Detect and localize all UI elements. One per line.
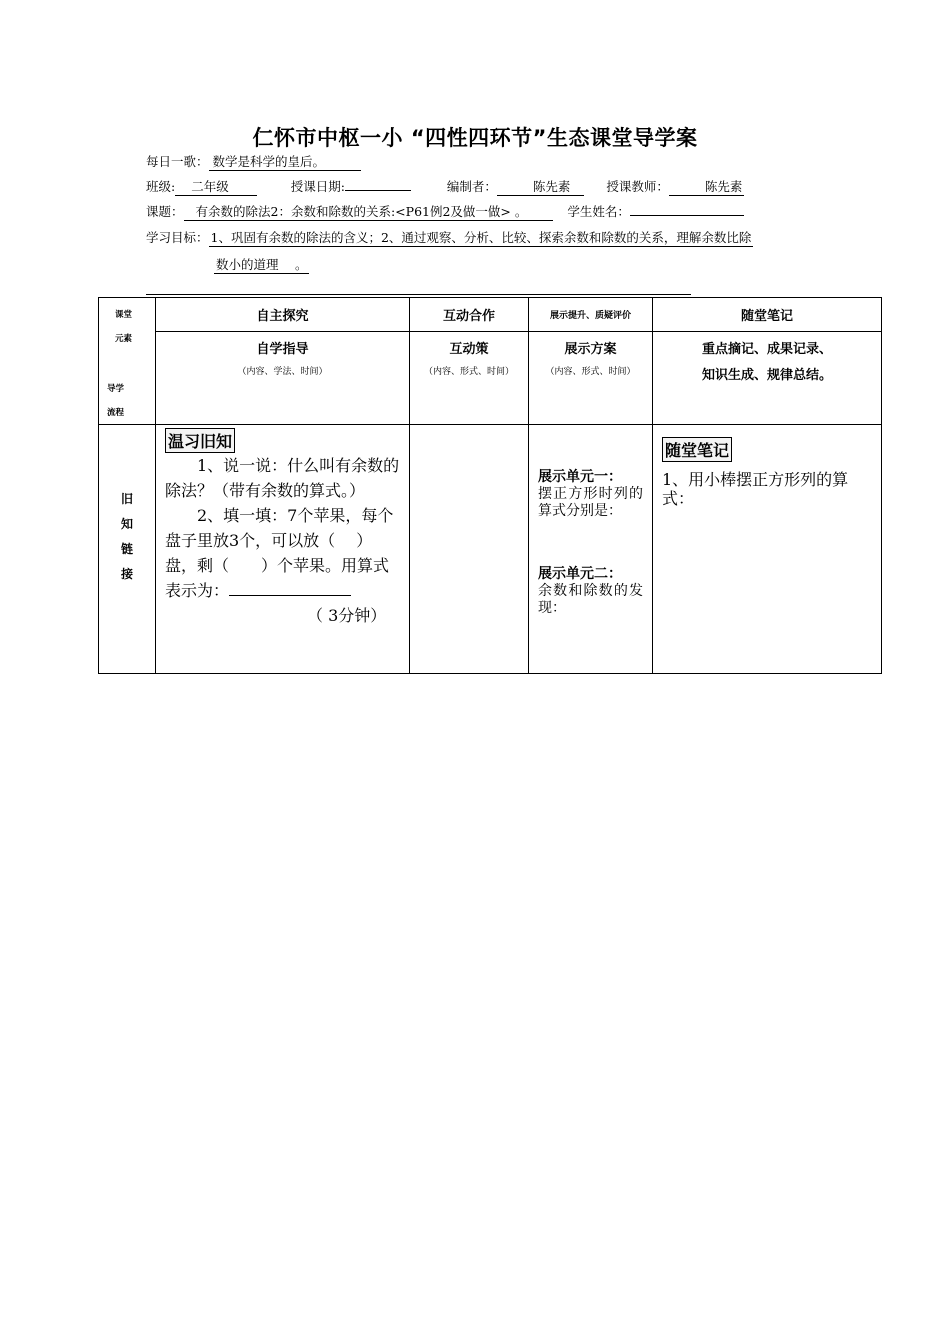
question-2 (165, 503, 401, 603)
topic-label: 课题： (146, 204, 184, 219)
daily-song-line (146, 154, 361, 171)
daily-song-value: 数学是科学的皇后。 (209, 154, 362, 171)
notes-cell (653, 425, 882, 674)
unit-1-text: 摆正方形时列的算式分别是： (538, 486, 643, 519)
unit-2-text: 余数和除数的发现： (538, 583, 643, 616)
question-1: 1、说一说：什么叫有余数的除法？（带有余数的算式。） (165, 456, 400, 500)
teacher-label: 授课教师： (606, 179, 669, 194)
guide-table (98, 297, 882, 674)
student-label: 学生姓名： (567, 204, 630, 219)
teacher-value: 陈先素 (669, 179, 745, 196)
corner-cell (99, 298, 156, 425)
topic-line (146, 204, 744, 221)
notes-text: 1、用小棒摆正方形列的算式： (662, 470, 849, 508)
subheader-notes (653, 332, 882, 425)
editor-value: 陈先素 (497, 179, 585, 196)
stage-char-2: 知 (120, 517, 133, 531)
subheader-notes-note: 知识生成、规律总结。 (701, 368, 832, 383)
question-2-text: 2、填一填：7个苹果，每个盘子里放3个，可以放（ ）盘，剩（ ）个苹果。用算式表示为： (165, 506, 394, 600)
header-cooperation: 互动合作 (410, 298, 529, 332)
page-title: 仁怀市中枢一小 “四性四环节”生态课堂导学案 (252, 126, 698, 150)
subheader-strategy (410, 332, 529, 425)
display-cell (529, 425, 653, 674)
answer-blank (229, 595, 351, 596)
goal-text-2: 数小的道理 。 (216, 257, 308, 272)
daily-song-label: 每日一歌： (146, 154, 209, 169)
class-label: 班级: (146, 179, 176, 194)
subheader-guide-title: 自学指导 (256, 342, 309, 357)
date-blank (345, 190, 411, 191)
cooperation-cell (410, 425, 529, 674)
goal-line (146, 230, 753, 247)
stage-char-1: 旧 (120, 492, 133, 506)
stage-char-3: 链 (120, 542, 133, 556)
student-blank (630, 215, 744, 216)
topic-value: 有余数的除法2：余数和除数的关系:<P61例2及做一做> 。 (184, 204, 554, 221)
notes-label: 随堂笔记 (662, 437, 732, 462)
subheader-strategy-note: （内容、形式、时间） (423, 367, 514, 377)
header-self-study: 自主探究 (156, 298, 410, 332)
header-display: 展示提升、质疑评价 (529, 298, 653, 332)
separator-line (146, 294, 691, 295)
unit-2-title: 展示单元二： (538, 566, 622, 582)
info-line (146, 179, 744, 196)
time-note: （ 3分钟） (307, 606, 387, 625)
review-label: 温习旧知 (165, 428, 235, 453)
stage-char-4: 接 (120, 567, 133, 581)
subheader-plan-note: （内容、形式、时间） (545, 367, 636, 377)
subheader-guide (156, 332, 410, 425)
goal-line-2 (214, 257, 309, 274)
corner-text-4: 流程 (107, 408, 125, 418)
goal-text-1: 1、巩固有余数的除法的含义；2、通过观察、分析、比较、探索余数和除数的关系，理解余数比除 (210, 230, 752, 245)
header-notes: 随堂笔记 (653, 298, 882, 332)
corner-text-1: 课堂 (115, 310, 133, 320)
corner-text-2: 元素 (115, 334, 133, 344)
editor-label: 编制者： (446, 179, 497, 194)
date-label: 授课日期: (290, 179, 345, 194)
class-value: 二年级 (175, 179, 257, 196)
goal-label: 学习目标： (146, 230, 209, 245)
unit-1-title: 展示单元一： (538, 469, 622, 485)
subheader-plan (529, 332, 653, 425)
subheader-plan-title: 展示方案 (564, 342, 617, 357)
corner-text-3: 导学 (107, 384, 125, 394)
subheader-guide-note: （内容、学法、时间） (237, 367, 328, 377)
self-study-cell (156, 425, 410, 674)
subheader-strategy-title: 互动策 (449, 342, 489, 357)
subheader-notes-title: 重点摘记、成果记录、 (701, 342, 832, 357)
stage-cell (99, 425, 156, 674)
